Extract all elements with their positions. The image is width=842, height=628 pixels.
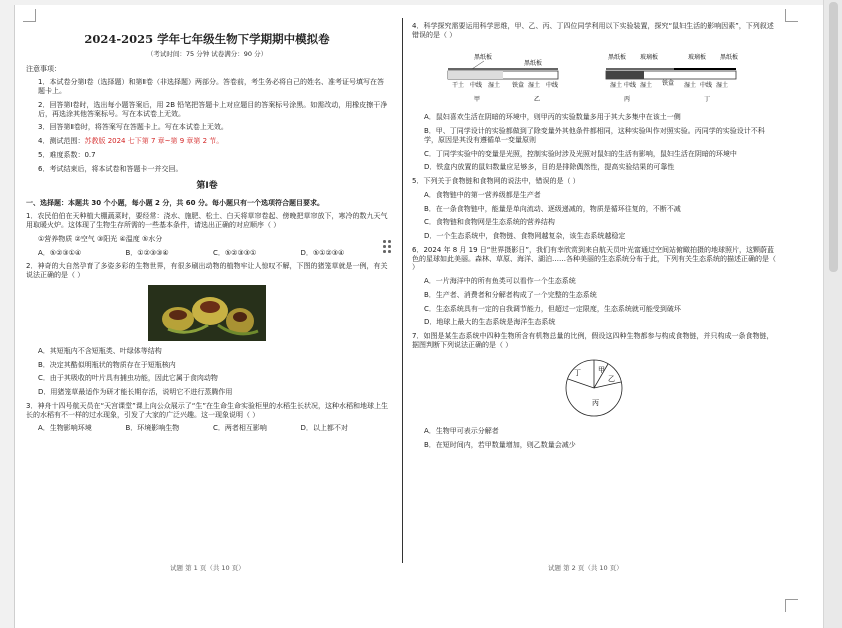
section-title: 第Ⅰ卷 (196, 181, 218, 192)
question-4-option-c: C．丁同学实验中的变量是光照，控制实验时涉及光照对鼠妇的生活有影响，鼠妇生活在阴暗的环境中 (424, 149, 737, 158)
question-5-option-a: A．食物链中的第一营养级都是生产者 (424, 190, 541, 199)
option-a: A．⑤②③①④ (38, 248, 82, 257)
black-board-label: 黑纸板 (608, 53, 627, 61)
note-item: 1．本试卷分第Ⅰ卷（选择题）和第Ⅱ卷（非选择题）两部分。答卷前，考生务必将自己的姓名、准考证号填写在答题卡上。 (38, 78, 384, 95)
figure-label-yi: 乙 (534, 95, 541, 103)
option-b: B．①②③③④ (125, 248, 169, 257)
exam-subtitle: （考试时间：75 分钟 试卷满分：90 分） (146, 50, 268, 59)
black-board-label: 黑纸板 (720, 53, 739, 61)
dry-soil-label: 干土 (452, 81, 465, 89)
question-3-options (26, 424, 388, 433)
question-4-option-b: B．甲、丁同学设计的实验都做到了除变量外其他条件都相同，这种实验叫作对照实验。丙同学的实验设计不科学，原因是其没有遵循单一变量原则 (424, 127, 765, 144)
note-item: 3．回答第Ⅱ卷时，将答案写在答题卡上。写在本试卷上无效。 (38, 123, 228, 132)
right-column (412, 22, 776, 455)
option-d: D．以上都不对 (300, 424, 348, 433)
question-7-option-a: A．生物甲可表示分解者 (424, 427, 499, 436)
option-c: C．两者相互影响 (213, 424, 267, 433)
wet-soil-label: 湿土 (488, 81, 501, 89)
wet-soil-label: 湿土 (528, 81, 541, 89)
option-d: D．⑤①②③④ (300, 248, 345, 257)
question-2-option-c: C．由于其吸收的叶片具有捕虫功能，因此它属于食肉动物 (38, 374, 218, 383)
question-2-option-d: D．用猪笼草最适作为研才能长期存活，说明它不进行蒸腾作用 (38, 388, 233, 396)
notes-heading: 注意事项： (26, 64, 61, 73)
page-corner-mark (785, 599, 798, 612)
question-7-option-b: B．在短时间内，若甲数量增加，则乙数量会减少 (424, 441, 576, 449)
question-2-text: 2．神奇的大自然孕育了多姿多彩的生物世界，有很多刷出动物的植物牢让人惊叹不解，下图的猪笼草就是一例，有关说法正确的是（ ） (26, 262, 388, 279)
middle-label: 中线 (470, 81, 483, 89)
question-1-text: 1．农民伯伯在天种植大棚蔬菜时，要经常：浇水、施肥、松土、白天将草帘卷起、傍晚把草帘放下，寒冷的数九天气用取暖火炉。这体现了生物生存所需的一些基本条件，请选出正确的对应顺序（ ） (26, 212, 388, 229)
question-1-items: ①营养物质 ②空气 ③阳光 ④温度 ⑤水分 (38, 234, 163, 243)
question-4-option-a: A．鼠妇喜欢生活在阴暗的环境中，则甲丙的实验数量多用于其大多集中在该土一侧 (424, 113, 681, 122)
figure-label-bing: 丙 (624, 95, 631, 103)
wet-soil-label: 湿土 (684, 81, 697, 89)
option-a: A．生物影响环境 (38, 424, 92, 433)
column-divider (402, 18, 403, 563)
question-7-pie-figure (412, 355, 776, 424)
glass-board-label: 玻璃板 (688, 53, 707, 61)
page-corner-mark (785, 9, 798, 22)
question-6-option-a: A．一片海洋中的所有鱼类可以看作一个生态系统 (424, 277, 576, 285)
pie-label-ding: 丁 (574, 368, 581, 377)
scope-value: 苏教版 2024 七下第 7 章~第 9 章第 2 节。 (84, 137, 224, 145)
question-6-option-b: B．生产者、消费者和分解者构成了一个完整的生态系统 (424, 290, 597, 299)
question-4-figure (412, 45, 776, 110)
question-3-text: 3．神舟十四号航天员在“天宫课堂”课上向公众展示了“生”在生命生命实验柜里的水稻生长状况，这种水稻和地球上生长的水稻有不一样的过水现象，引发了大家的广泛兴趣。这一现象说明（ ） (26, 401, 388, 419)
question-6-option-d: D．地球上最大的生态系统是海洋生态系统 (424, 318, 556, 327)
question-2-option-b: B．决定其酷似明瓶状的物质存在于短瓶核内 (38, 360, 176, 369)
question-5-option-b: B．在一条食物链中，能量是单向流动、逐级递减的，物质是循环往复的，不断不减 (424, 204, 681, 213)
note-item: 5．难度系数：0.7 (38, 150, 96, 159)
wet-soil-label: 湿土 (640, 81, 653, 89)
question-7-text: 7．如图是某生态系统中四种生物所含有机物总量的比例，假设这四种生物都参与构成食物链，并只构成一条食物链，据图判断下列说法正确的是（ ） (412, 332, 774, 349)
question-5-option-c: C．食物链和食物网是生态系统的营养结构 (424, 218, 555, 227)
question-2-option-a: A．其短瓶内不含短瓶类、叶绿体等结构 (38, 346, 162, 355)
pie-label-jia: 甲 (598, 365, 605, 374)
middle-label: 中线 (624, 81, 637, 89)
vertical-scrollbar[interactable] (823, 0, 842, 628)
left-column (26, 22, 388, 438)
wet-soil-label: 湿土 (610, 81, 623, 89)
question-6-text: 6．2024 年 8 月 19 日“世界摄影日”，我们有幸欣赏到来自航天员叶光富通过空间站俯瞰拍摄的地球照片，这颗蔚蓝色的星球如此美丽。森林、草原、海洋、湖泊……各种美丽的生态系统分布于此，下列有关生态系统的描述正确的是（ ） (412, 245, 776, 272)
glass-board-label: 玻璃板 (640, 53, 659, 61)
scope-label: 4．测试范围： (38, 137, 85, 145)
iron-box-label: 铁盒 (512, 81, 525, 89)
middle-label: 中线 (546, 81, 559, 89)
question-4-text: 4．科学探究需要运用科学思维，甲、乙、丙、丁四位同学利用以下实验装置，探究“鼠妇生活的影响因素”，下列叙述错误的是（ ） (412, 22, 774, 39)
scrollbar-thumb[interactable] (829, 2, 838, 272)
question-1-options (26, 249, 388, 258)
pitcher-plant-photo (148, 285, 266, 341)
page-footer-left: 试题 第 1 页（共 10 页） (170, 564, 245, 572)
page-corner-mark (23, 9, 36, 22)
note-item-scope (26, 137, 388, 146)
pie-label-bing: 丙 (592, 398, 599, 407)
question-4-option-d: D．铁盒内放置的鼠妇数量应足够多，目的是排除偶然性，提高实验结果的可靠性 (424, 163, 675, 172)
figure-label-jia: 甲 (474, 95, 481, 103)
note-item: 2．回答第Ⅰ卷时，选出每小题答案后，用 2B 铅笔把答题卡上对应题目的答案标号涂黑。如需改动，用橡皮擦干净后，再选涂其他答案标号。写在本试卷上无效。 (38, 100, 388, 118)
figure-label-ding: 丁 (704, 95, 711, 103)
question-5-option-d: D．一个生态系统中，食物链、食物网越复杂，该生态系统越稳定 (424, 232, 626, 240)
question-5-text: 5．下列关于食物链和食物网的说法中，错误的是（ ） (412, 177, 580, 185)
black-board-label: 黑纸板 (474, 53, 493, 61)
exam-title: 2024-2025 学年七年级生物下学期期中模拟卷 (84, 32, 330, 46)
note-item: 6．考试结束后，将本试卷和答题卡一并交回。 (38, 164, 183, 173)
iron-box-label: 铁盒 (662, 79, 675, 87)
option-b: B．环境影响生物 (125, 424, 180, 433)
middle-label: 中线 (700, 81, 713, 89)
black-board-label: 黑纸板 (524, 59, 543, 67)
option-c: C．⑤②③③① (213, 248, 257, 257)
page-footer-right: 试题 第 2 页（共 10 页） (548, 564, 623, 572)
question-6-option-c: C．生态系统具有一定的自我调节能力，但超过一定限度，生态系统就可能受到破坏 (424, 304, 681, 313)
section-intro: 一、选择题：本题共 30 个小题，每小题 2 分，共 60 分。每小题只有一个选项符合题目要求。 (26, 198, 324, 207)
pie-label-yi: 乙 (608, 374, 615, 383)
wet-soil-label: 湿土 (716, 81, 729, 89)
